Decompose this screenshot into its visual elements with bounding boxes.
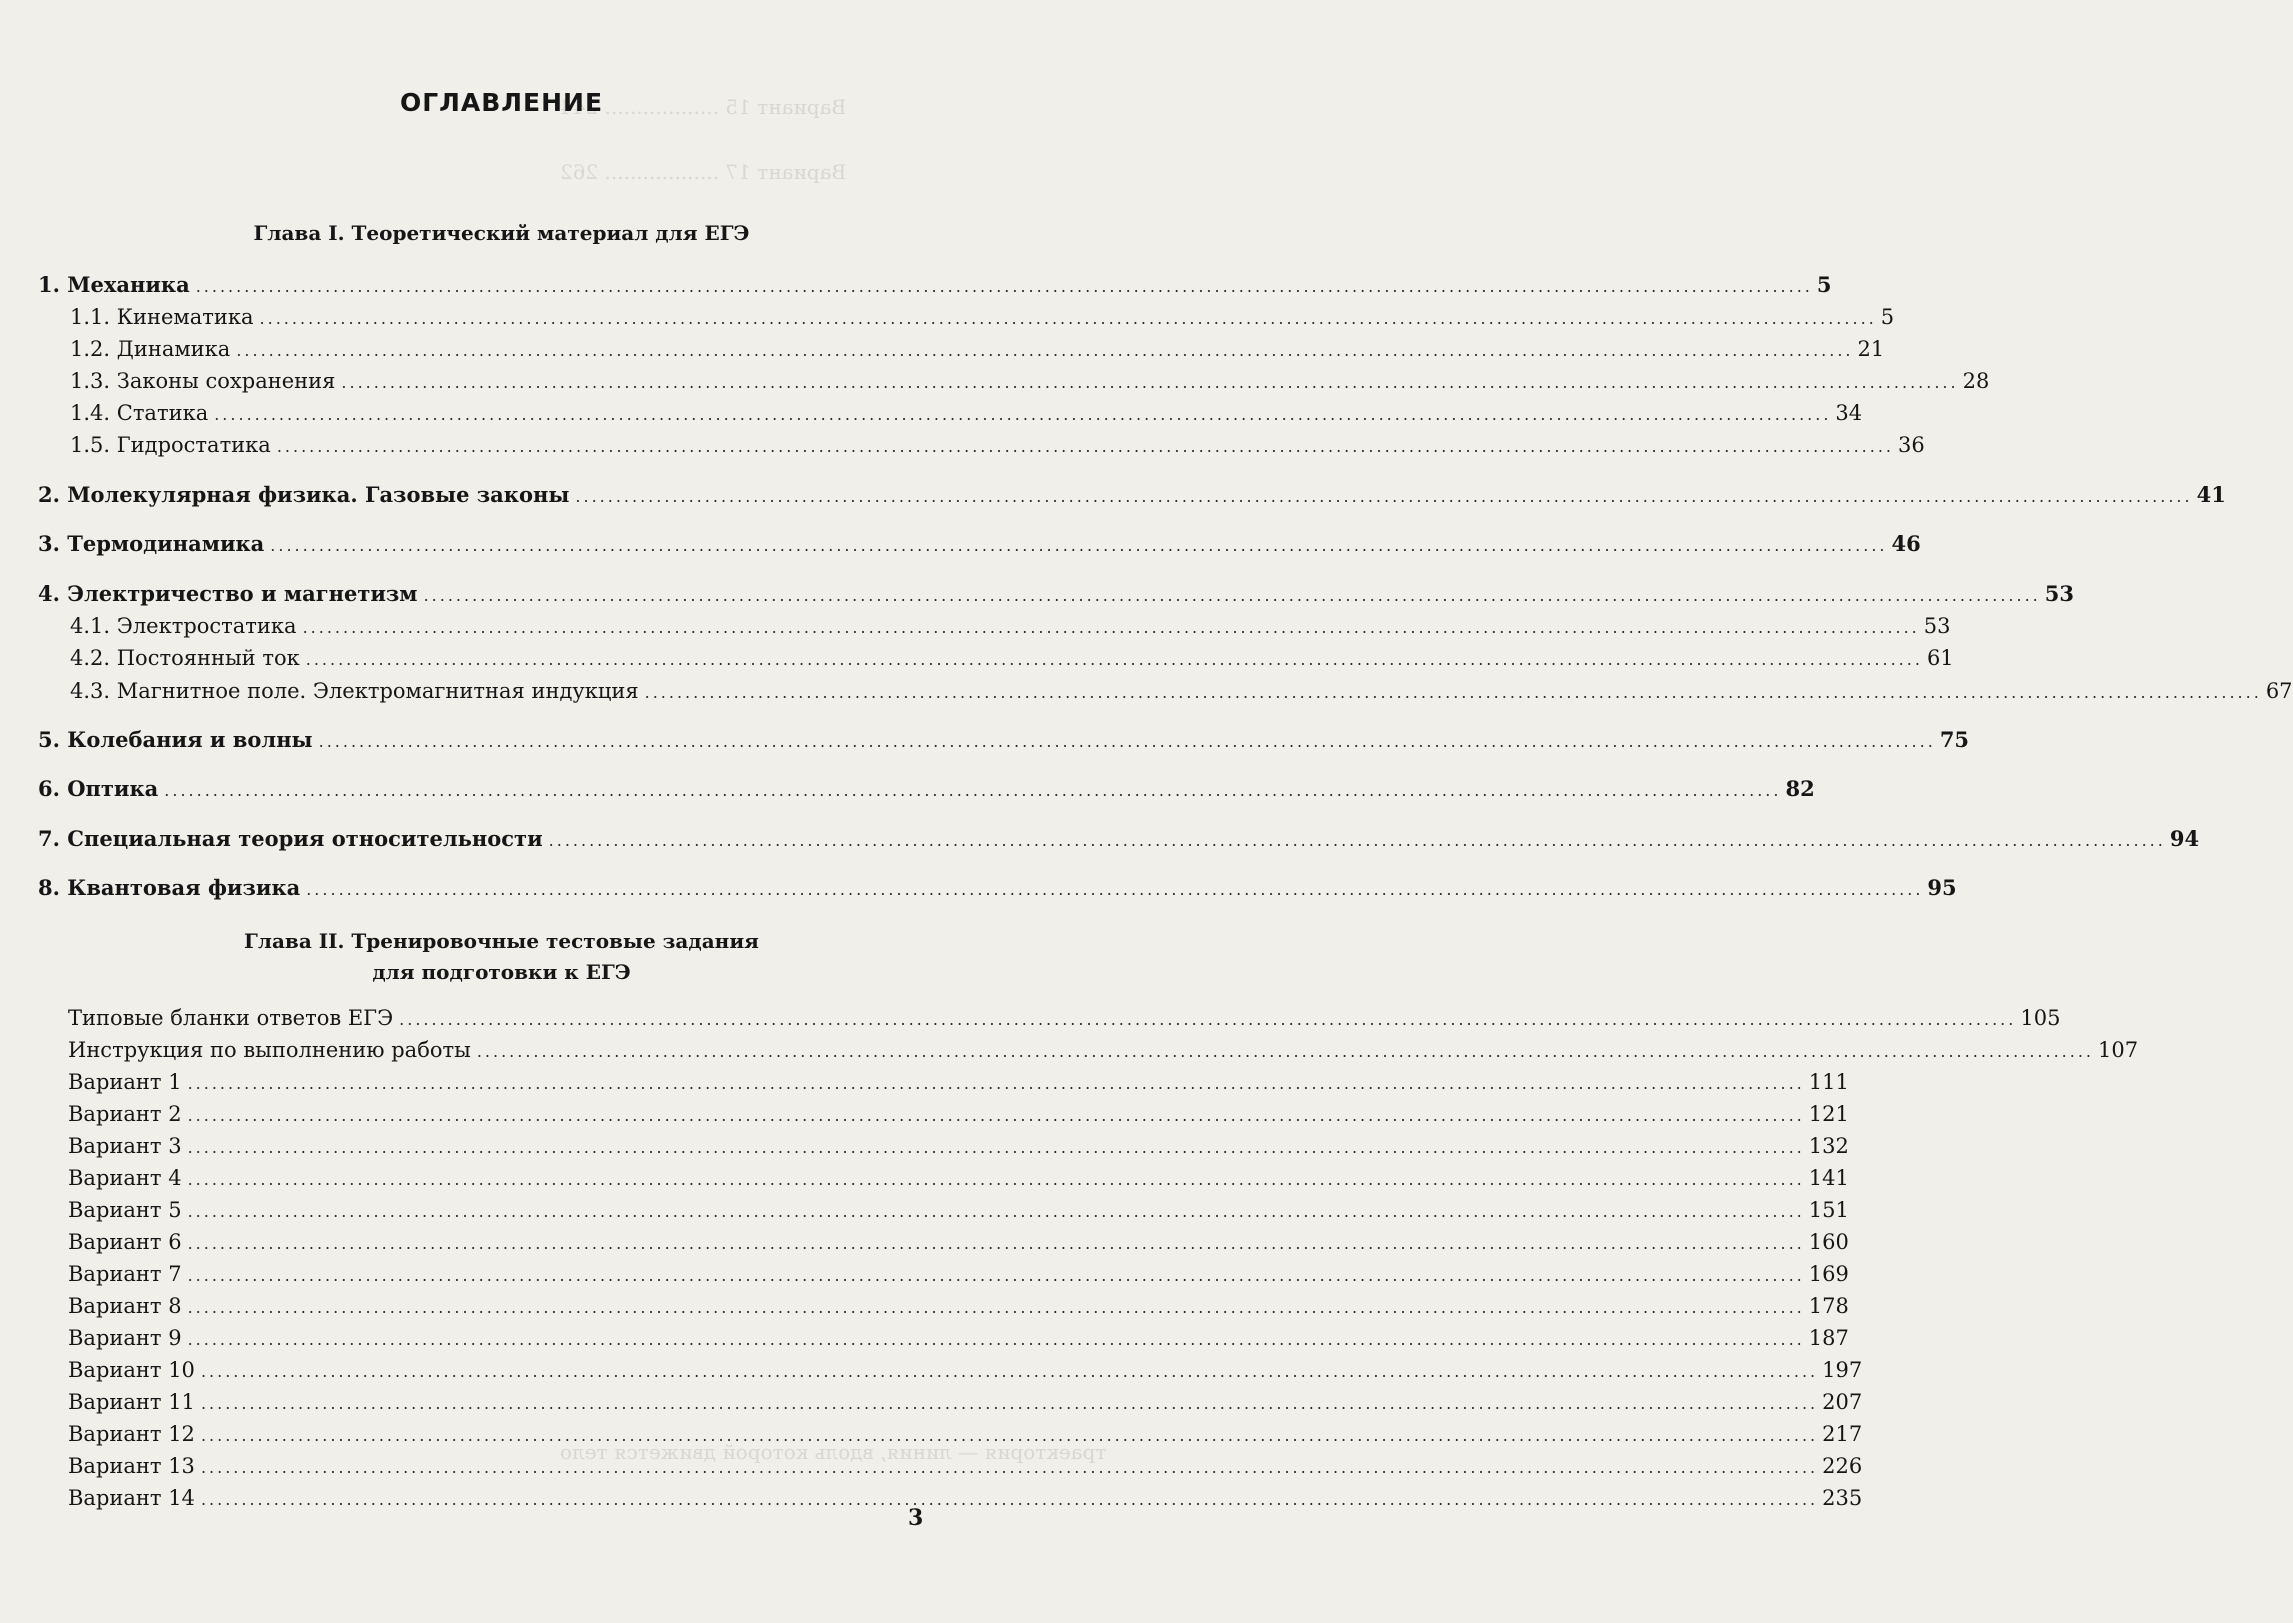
chapter-1-heading: Глава I. Теоретический материал для ЕГЭ xyxy=(253,221,750,245)
toc-entry-page: 21 xyxy=(1857,337,1885,361)
toc-entry-variant-1[interactable] xyxy=(68,1068,1849,1096)
toc-entry-variant-5[interactable] xyxy=(68,1196,1849,1224)
dot-leader xyxy=(549,827,2166,855)
bleed-through-text: Вариант 17 .................. 262 xyxy=(560,160,847,184)
toc-entry-variant-12[interactable] xyxy=(68,1420,1863,1448)
toc-entry-magnetic-field[interactable] xyxy=(70,677,2293,705)
toc-entry-page: 151 xyxy=(1808,1198,1849,1222)
toc-entry-page: 121 xyxy=(1808,1102,1849,1126)
toc-entry-optics[interactable] xyxy=(38,775,1815,803)
toc-entry-page: 169 xyxy=(1808,1262,1849,1286)
toc-entry-answer-forms[interactable] xyxy=(68,1004,2061,1032)
dot-leader xyxy=(188,1326,1805,1354)
toc-entry-label: 1.5. Гидростатика xyxy=(70,433,271,457)
toc-entry-label: 4. Электричество и магнетизм xyxy=(38,581,418,606)
toc-entry-label: 3. Термодинамика xyxy=(38,531,265,556)
toc-entry-relativity[interactable] xyxy=(38,825,2200,853)
toc-entry-page: 82 xyxy=(1785,776,1815,801)
toc-entry-label: Вариант 14 xyxy=(68,1486,195,1510)
toc-entry-page: 53 xyxy=(2044,581,2074,606)
toc-entry-label: Вариант 4 xyxy=(68,1166,182,1190)
dot-leader xyxy=(188,1134,1805,1162)
toc-entry-mechanics[interactable] xyxy=(38,271,1832,299)
toc-entry-label: Инструкция по выполнению работы xyxy=(68,1038,471,1062)
toc-entry-page: 160 xyxy=(1808,1230,1849,1254)
toc-entry-page: 105 xyxy=(2020,1006,2061,1030)
toc-entry-variant-10[interactable] xyxy=(68,1356,1863,1384)
toc-entry-variant-3[interactable] xyxy=(68,1132,1849,1160)
toc-entry-variant-2[interactable] xyxy=(68,1100,1849,1128)
toc-entry-label: 1. Механика xyxy=(38,272,190,297)
dot-leader xyxy=(277,433,1894,461)
toc-entry-page: 5 xyxy=(1816,272,1832,297)
chapter-2-heading xyxy=(0,926,1003,988)
toc-entry-variant-14[interactable] xyxy=(68,1484,1863,1512)
toc-entry-label: Вариант 2 xyxy=(68,1102,182,1126)
dot-leader xyxy=(303,614,1920,642)
toc-entry-page: 36 xyxy=(1898,433,1925,457)
dot-leader xyxy=(306,876,1923,904)
bleed-through-text: Вариант 15 .................. 244 xyxy=(560,95,847,119)
toc-entry-variant-4[interactable] xyxy=(68,1164,1849,1192)
toc-entry-label: Вариант 1 xyxy=(68,1070,182,1094)
toc-entry-label: 7. Специальная теория относительности xyxy=(38,826,543,851)
toc-entry-label: 6. Оптика xyxy=(38,776,159,801)
toc-entry-page: 75 xyxy=(1939,727,1970,752)
dot-leader xyxy=(188,1166,1805,1194)
toc-entry-thermodynamics[interactable] xyxy=(38,530,1921,558)
toc-entry-label: 4.1. Электростатика xyxy=(70,614,297,638)
toc-entry-variant-6[interactable] xyxy=(68,1228,1849,1256)
chapter-2-title-line-1: Глава II. Тренировочные тестовые задания xyxy=(244,929,759,953)
toc-entry-label: 2. Молекулярная физика. Газовые законы xyxy=(38,482,570,507)
bleed-through-text: траектория — линия, вдоль которой движется тело xyxy=(560,1440,1107,1464)
toc-entry-label: 5. Колебания и волны xyxy=(38,727,313,752)
toc-entry-page: 67 xyxy=(2265,679,2293,703)
dot-leader xyxy=(477,1038,2094,1066)
dot-leader xyxy=(188,1294,1805,1322)
dot-leader xyxy=(164,777,1781,805)
dot-leader xyxy=(196,273,1813,301)
toc-entry-page: 94 xyxy=(2169,826,2200,851)
toc-entry-label: 1.3. Законы сохранения xyxy=(70,369,336,393)
dot-leader xyxy=(214,401,1831,429)
toc-entry-label: Вариант 11 xyxy=(68,1390,195,1414)
toc-entry-label: 1.1. Кинематика xyxy=(70,305,254,329)
dot-leader xyxy=(188,1070,1805,1098)
dot-leader xyxy=(201,1454,1818,1482)
toc-entry-variant-11[interactable] xyxy=(68,1388,1863,1416)
dot-leader xyxy=(188,1230,1805,1258)
toc-entry-page: 28 xyxy=(1962,369,1990,393)
toc-entry-page: 141 xyxy=(1808,1166,1849,1190)
dot-leader xyxy=(188,1198,1805,1226)
toc-entry-page: 178 xyxy=(1808,1294,1849,1318)
toc-entry-page: 132 xyxy=(1808,1134,1849,1158)
dot-leader xyxy=(201,1390,1818,1418)
toc-entry-page: 207 xyxy=(1822,1390,1863,1414)
chapter-2-title-line-2: для подготовки к ЕГЭ xyxy=(372,960,631,984)
toc-entry-quantum-physics[interactable] xyxy=(38,874,1957,902)
toc-entry-label: 1.2. Динамика xyxy=(70,337,231,361)
dot-leader xyxy=(424,582,2041,610)
dot-leader xyxy=(201,1486,1818,1514)
toc-entry-page: 53 xyxy=(1923,614,1951,638)
toc-entry-oscillations-waves[interactable] xyxy=(38,726,1970,754)
toc-entry-electricity-magnetism[interactable] xyxy=(38,580,2074,608)
dot-leader xyxy=(188,1102,1805,1130)
toc-entry-page: 187 xyxy=(1808,1326,1849,1350)
toc-entry-conservation-laws[interactable] xyxy=(70,367,1990,395)
toc-entry-label: Вариант 6 xyxy=(68,1230,182,1254)
page-number: 3 xyxy=(908,1505,924,1531)
toc-entry-label: 4.2. Постоянный ток xyxy=(70,646,300,670)
dot-leader xyxy=(270,532,1887,560)
toc-entry-page: 111 xyxy=(1808,1070,1849,1094)
toc-entry-page: 95 xyxy=(1927,875,1957,900)
dot-leader xyxy=(319,728,1936,756)
toc-entry-label: Вариант 8 xyxy=(68,1294,182,1318)
dot-leader xyxy=(201,1422,1818,1450)
dot-leader xyxy=(645,679,2262,707)
dot-leader xyxy=(575,483,2192,511)
toc-entry-label: Вариант 10 xyxy=(68,1358,195,1382)
toc-entry-page: 41 xyxy=(2196,482,2226,507)
toc-entry-page: 46 xyxy=(1891,531,1921,556)
toc-entry-label: Типовые бланки ответов ЕГЭ xyxy=(68,1006,394,1030)
page-title: ОГЛАВЛЕНИЕ xyxy=(399,88,604,117)
toc-entry-label: 1.4. Статика xyxy=(70,401,209,425)
toc-entry-page: 107 xyxy=(2098,1038,2139,1062)
toc-entry-label: Вариант 7 xyxy=(68,1262,182,1286)
toc-entry-label: Вариант 13 xyxy=(68,1454,195,1478)
dot-leader xyxy=(236,337,1853,365)
toc-entry-page: 34 xyxy=(1835,401,1863,425)
toc-entry-variant-9[interactable] xyxy=(68,1324,1849,1352)
dot-leader xyxy=(201,1358,1818,1386)
dot-leader xyxy=(188,1262,1805,1290)
toc-entry-electrostatics[interactable] xyxy=(70,612,1951,640)
toc-entry-hydrostatics[interactable] xyxy=(70,431,1925,459)
dot-leader xyxy=(306,646,1923,674)
toc-entry-page: 217 xyxy=(1822,1422,1863,1446)
toc-entry-statics[interactable] xyxy=(70,399,1863,427)
toc-entry-variant-8[interactable] xyxy=(68,1292,1849,1320)
toc-entry-label: 8. Квантовая физика xyxy=(38,875,301,900)
toc-entry-instructions[interactable] xyxy=(68,1036,2139,1064)
toc-entry-label: Вариант 3 xyxy=(68,1134,182,1158)
toc-entry-page: 61 xyxy=(1926,646,1954,670)
toc-entry-label: Вариант 5 xyxy=(68,1198,182,1222)
toc-entry-label: Вариант 12 xyxy=(68,1422,195,1446)
toc-entry-dynamics[interactable] xyxy=(70,335,1885,363)
toc-entry-page: 5 xyxy=(1880,305,1895,329)
toc-entry-page: 226 xyxy=(1822,1454,1863,1478)
toc-entry-label: Вариант 9 xyxy=(68,1326,182,1350)
dot-leader xyxy=(399,1006,2016,1034)
toc-entry-variant-7[interactable] xyxy=(68,1260,1849,1288)
toc-entry-kinematics[interactable] xyxy=(70,303,1895,331)
toc-entry-page: 235 xyxy=(1822,1486,1863,1510)
toc-entry-label: 4.3. Магнитное поле. Электромагнитная индукция xyxy=(70,679,639,703)
dot-leader xyxy=(341,369,1958,397)
toc-entry-page: 197 xyxy=(1822,1358,1863,1382)
dot-leader xyxy=(260,305,1877,333)
toc-entry-direct-current[interactable] xyxy=(70,644,1954,672)
toc-entry-molecular-physics[interactable] xyxy=(38,481,2226,509)
